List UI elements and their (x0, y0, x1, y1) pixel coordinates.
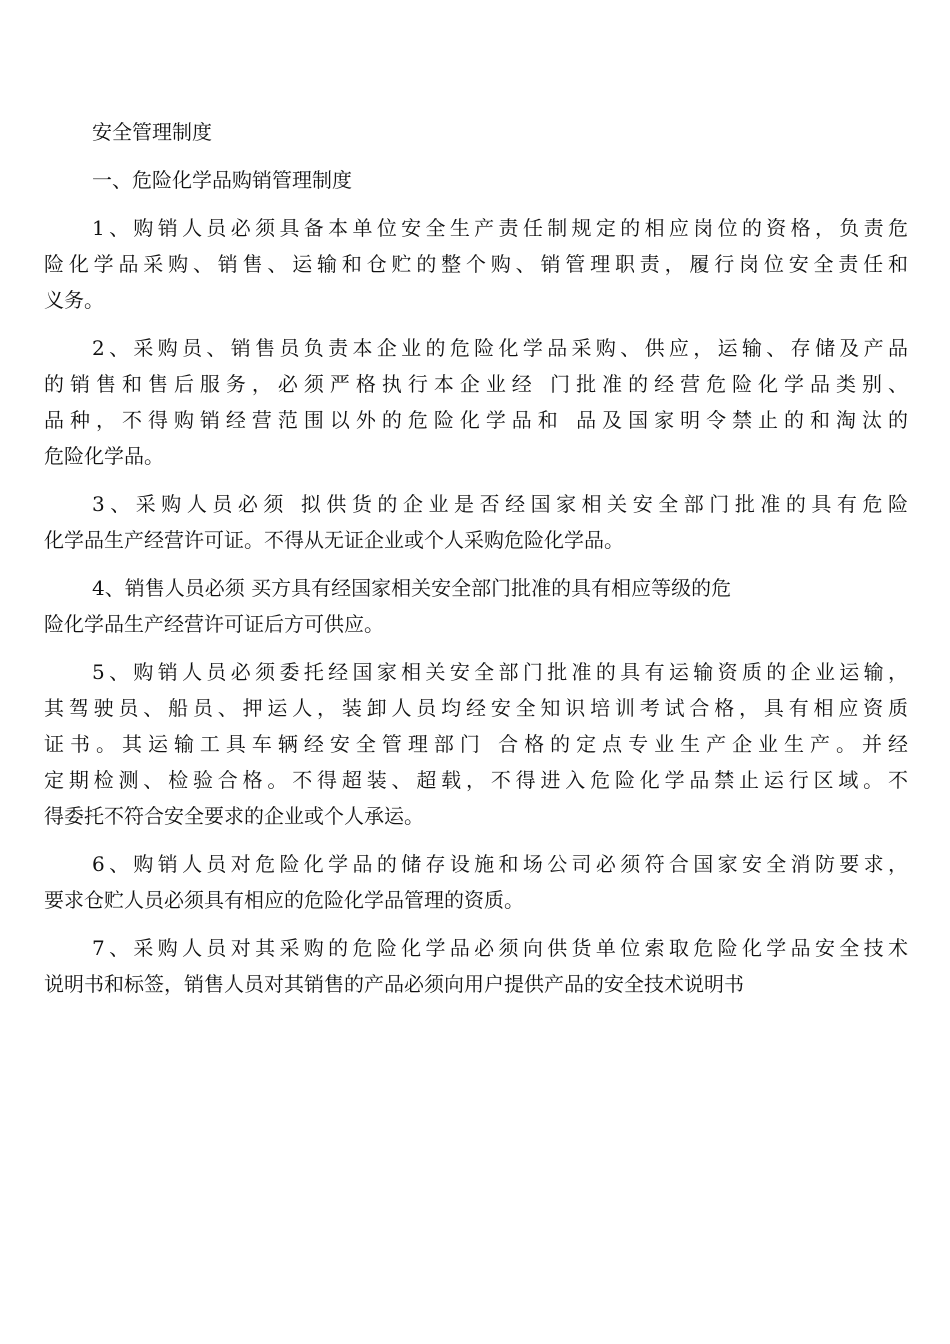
paragraph-6 (44, 846, 908, 918)
section-heading: 一、危险化学品购销管理制度 (92, 168, 352, 192)
paragraph-line: 定期检测、检验合格。不得超装、超载，不得进入危险化学品禁止运行区域。不 (44, 768, 908, 792)
paragraph-2 (44, 330, 908, 474)
paragraph-line: 要求仓贮人员必须具有相应的危险化学品管理的资质。 (44, 888, 524, 912)
paragraph-7 (44, 930, 908, 1002)
paragraph-3 (44, 486, 908, 558)
paragraph-line: 品种，不得购销经营范围以外的危险化学品和 品及国家明令禁止的和淘汰的 (44, 408, 908, 432)
paragraph-line: 1、购销人员必须具备本单位安全生产责任制规定的相应岗位的资格，负责危 (92, 216, 908, 240)
paragraph-line: 证书。其运输工具车辆经安全管理部门 合格的定点专业生产企业生产。并经 (44, 732, 908, 756)
paragraph-line: 4、销售人员必须 买方具有经国家相关安全部门批准的具有相应等级的危 (92, 576, 732, 600)
paragraph-line: 险化学品采购、销售、运输和仓贮的整个购、销管理职责，履行岗位安全责任和 (44, 252, 908, 276)
document-title: 安全管理制度 (92, 120, 212, 144)
paragraph-5 (44, 654, 908, 834)
paragraph-line: 7、采购人员对其采购的危险化学品必须向供货单位索取危险化学品安全技术 (92, 936, 908, 960)
paragraph-line: 3、采购人员必须 拟供货的企业是否经国家相关安全部门批准的具有危险 (92, 492, 908, 516)
paragraph-line: 化学品生产经营许可证。不得从无证企业或个人采购危险化学品。 (44, 528, 624, 552)
paragraph-line: 的销售和售后服务，必须严格执行本企业经 门批准的经营危险化学品类别、 (44, 372, 908, 396)
paragraph-1 (44, 210, 908, 318)
paragraph-line: 说明书和标签，销售人员对其销售的产品必须向用户提供产品的安全技术说明书 (44, 972, 744, 996)
paragraph-line: 其驾驶员、船员、押运人，装卸人员均经安全知识培训考试合格，具有相应资质 (44, 696, 908, 720)
paragraph-line: 得委托不符合安全要求的企业或个人承运。 (44, 804, 424, 828)
paragraph-line: 6、购销人员对危险化学品的储存设施和场公司必须符合国家安全消防要求， (92, 852, 908, 876)
document-body (44, 114, 908, 1012)
paragraph-line: 2、采购员、销售员负责本企业的危险化学品采购、供应，运输、存储及产品 (92, 336, 908, 360)
paragraph-line: 义务。 (44, 288, 104, 312)
paragraph-line: 5、购销人员必须委托经国家相关安全部门批准的具有运输资质的企业运输， (92, 660, 908, 684)
paragraph-line: 险化学品生产经营许可证后方可供应。 (44, 612, 384, 636)
paragraph-4 (44, 570, 908, 642)
paragraph-line: 危险化学品。 (44, 444, 164, 468)
